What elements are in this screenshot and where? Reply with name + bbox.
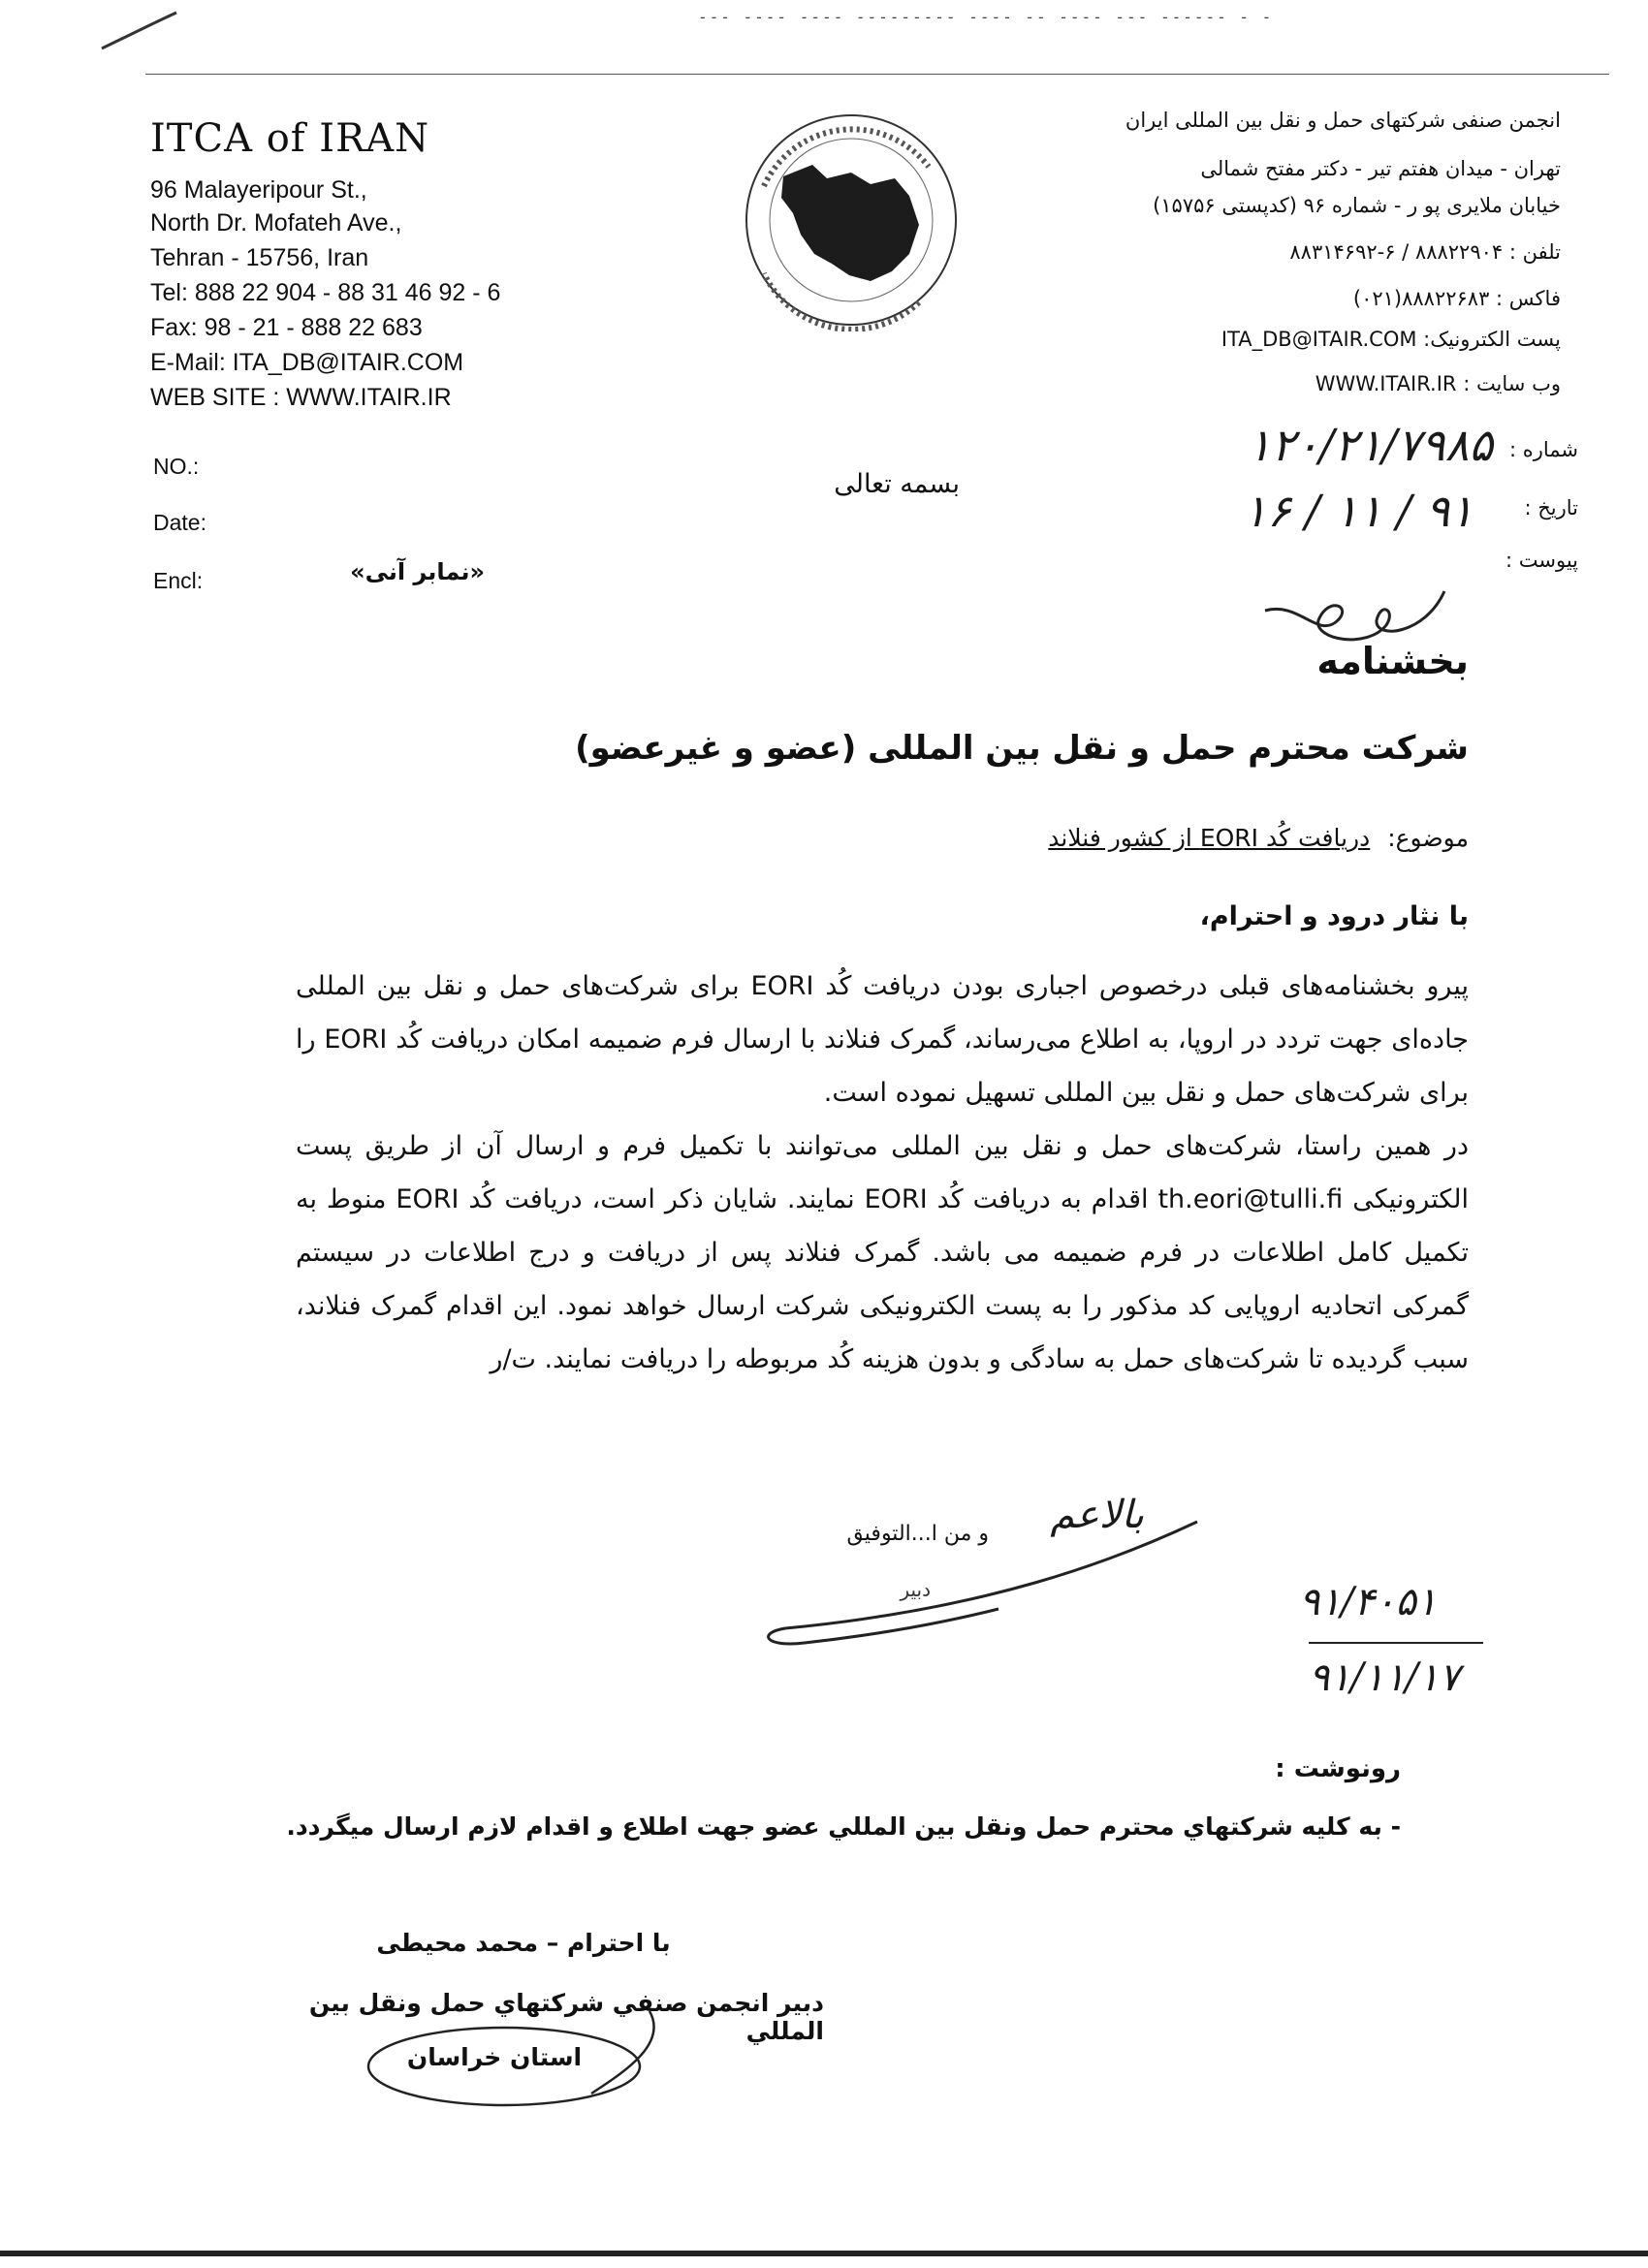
circular-title: بخشنامه <box>1316 640 1469 682</box>
address-line-1: 96 Malayeripour St., <box>150 176 367 204</box>
note-divider <box>1309 1642 1483 1644</box>
letter-body <box>296 960 1469 1386</box>
website-fa-line: وب سایت : WWW.ITAIR.IR <box>1315 372 1561 395</box>
handwritten-date: ۹۱ / ۱۱ / ۱۶ <box>1243 485 1474 537</box>
phone-fa-line: تلفن : ۸۸۸۲۲۹۰۴ / ۶-۸۸۳۱۴۶۹۲ <box>1289 240 1561 264</box>
subject-label: موضوع: <box>1387 824 1469 852</box>
sender-province: استان خراسان <box>406 2043 583 2071</box>
fax-line: Fax: 98 - 21 - 888 22 683 <box>150 314 423 341</box>
address-line-2: North Dr. Mofateh Ave., <box>150 209 402 236</box>
regards-line: با احترام – محمد محیطی <box>376 1929 671 1957</box>
signature-stroke-icon <box>746 1512 1202 1667</box>
pen-mark-icon <box>97 8 184 56</box>
number-label-fa: شماره : <box>1508 438 1578 461</box>
address-line-3: Tehran - 15756, Iran <box>150 244 369 271</box>
phone-line: Tel: 888 22 904 - 88 31 46 92 - 6 <box>150 279 501 306</box>
subject-text: دریافت کُد EORI از کشور فنلاند <box>1048 824 1371 852</box>
handwritten-note-2: ۹۱/۱۱/۱۷ <box>1309 1655 1460 1700</box>
enclosure-label-fa: پیوست : <box>1505 549 1578 572</box>
fax-transmission-header: --- ---- ---- --------- ---- -- ---- --- ------ - - <box>698 8 1274 21</box>
number-label-en: NO.: <box>153 454 200 479</box>
date-label-en: Date: <box>153 510 206 535</box>
iran-map-seal-icon <box>725 109 977 331</box>
bismillah: بسمه تعالی <box>834 469 960 499</box>
footer-divider <box>0 2251 1648 2256</box>
closing-phrase: و من ا...التوفیق <box>846 1522 989 1546</box>
body-paragraph-1: پیرو بخشنامه‌های قبلی درخصوص اجباری بودن دریافت کُد EORI برای شرکت‌های حمل و نقل بین المللی جاده‌ای جهت تردد در اروپا، به اطلاع می‌رساند، گمرک فنلاند با ارسال فرم ضمیمه امکان دریافت کُد EORI را برای شرکت‌های حمل و نقل بین المللی تسهیل نموده است. <box>296 971 1469 1108</box>
instant-fax-label: «نمابر آنی» <box>350 558 485 585</box>
org-name-fa: انجمن صنفی شرکتهای حمل و نقل بین المللی ایران <box>1125 109 1561 132</box>
handwritten-note-1: ۹۱/۴۰۵۱ <box>1299 1580 1438 1624</box>
org-name-en: ITCA of IRAN <box>150 116 430 161</box>
recipient-line: شرکت محترم حمل و نقل بین المللی (عضو و غیرعضو) <box>575 729 1469 768</box>
handwritten-number: ۱۲۰/۲۱/۷۹۸۵ <box>1247 419 1493 471</box>
sender-title: دبير انجمن صنفي شركتهاي حمل ونقل بين المللي <box>308 1989 824 2045</box>
website-line: WEB SITE : WWW.ITAIR.IR <box>150 384 452 411</box>
address-fa-line-2: خیابان ملایری پو ر - شماره ۹۶ (کدپستی ۱۵۷۵۶) <box>1153 194 1561 217</box>
signature-loop-icon <box>359 2006 688 2113</box>
salutation: با نثار درود و احترام، <box>1199 901 1469 931</box>
address-fa-line-1: تهران - میدان هفتم تیر - دکتر مفتح شمالی <box>1200 157 1561 180</box>
cc-label: رونوشت : <box>1275 1754 1401 1783</box>
subject-line <box>790 824 1469 852</box>
fax-fa-line: فاکس : ۸۸۸۲۲۶۸۳(۰۲۱) <box>1352 287 1561 310</box>
email-line: E-Mail: ITA_DB@ITAIR.COM <box>150 349 464 376</box>
body-paragraph-2: در همین راستا، شرکت‌های حمل و نقل بین المللی می‌توانند با تکمیل فرم و ارسال آن از طریق پست الکترونیکی th.eori@tulli.fi اقدام به دریافت کُد EORI نمایند. شایان ذکر است، دریافت کُد EORI منوط به تکمیل کامل اطلاعات در فرم ضمیمه می باشد. گمرک فنلاند پس از دریافت و درج اطلاعات در سیستم گمرکی اتحادیه اروپایی کد مذکور را به پست الکترونیکی شرکت ارسال خواهد نمود. این اقدام گمرک فنلاند، سبب گردیده تا شرکت‌های حمل به سادگی و بدون هزینه کُد مربوطه را دریافت نمایند. ت/ر <box>296 1131 1469 1374</box>
enclosure-label-en: Encl: <box>153 568 204 593</box>
secretary-label: دبیر <box>900 1578 931 1601</box>
header-divider <box>145 74 1609 75</box>
handwritten-sign-label: بالاعم <box>1050 1493 1144 1537</box>
date-label-fa: تاریخ : <box>1524 496 1578 520</box>
email-fa-line: پست الکترونیک: ITA_DB@ITAIR.COM <box>1220 328 1561 351</box>
cc-text: - به كليه شركتهاي محترم حمل ونقل بين المللي عضو جهت اطلاع و اقدام لازم ارسال ميگردد. <box>286 1812 1401 1841</box>
